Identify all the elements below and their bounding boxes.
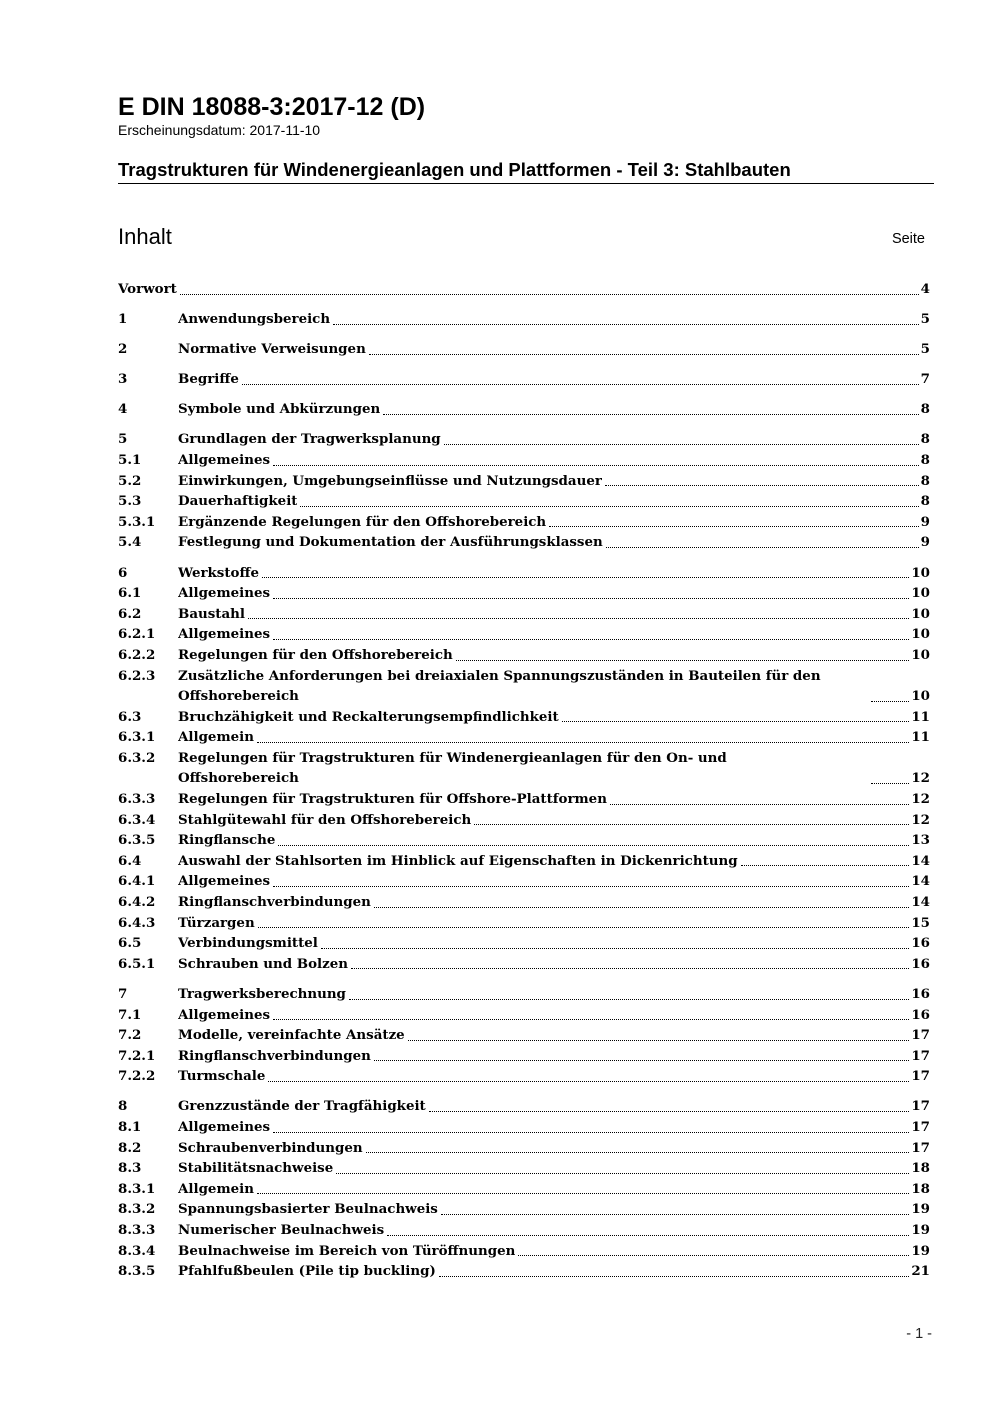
toc-entry-number: 8.3.1	[118, 1180, 156, 1197]
toc-entry-page: 21	[911, 1263, 930, 1280]
toc-entry-page: 17	[911, 1047, 930, 1064]
toc-entry-title: Verbindungsmittel	[178, 935, 318, 952]
toc-entry-title: Numerischer Beulnachweis	[178, 1221, 385, 1238]
toc-entry-6-5-1[interactable]	[118, 954, 930, 975]
toc-entry-6-3-3[interactable]	[118, 789, 930, 810]
toc-entry-title: Ergänzende Regelungen für den Offshorebereich	[178, 513, 547, 530]
toc-leader-dots	[273, 639, 909, 640]
toc-entry-number: 7.2.2	[118, 1068, 156, 1085]
toc-entry-page: 12	[911, 811, 930, 828]
toc-entry-page: 10	[911, 646, 930, 663]
toc-entry-number: 5	[118, 431, 128, 448]
toc-entry-page: 16	[911, 935, 930, 952]
toc-entry-6-3-2[interactable]	[118, 748, 930, 789]
toc-entry-page: 14	[911, 852, 930, 869]
toc-leader-dots	[273, 1019, 909, 1020]
toc-entry-number: 5.3.1	[118, 513, 156, 530]
toc-entry-title: Stabilitätsnachweise	[178, 1160, 334, 1177]
toc-entry-title: Festlegung und Dokumentation der Ausführungsklassen	[178, 534, 603, 551]
toc-entry-7[interactable]	[118, 984, 930, 1005]
toc-entry-7-2-2[interactable]	[118, 1066, 930, 1087]
toc-entry-number: 6.1	[118, 585, 142, 602]
toc-entry-page: 9	[920, 513, 930, 530]
toc-entry-number: 8.3.5	[118, 1263, 156, 1280]
toc-entry-7-2[interactable]	[118, 1025, 930, 1046]
toc-entry-4[interactable]	[118, 399, 930, 420]
toc-entry-title: Bruchzähigkeit und Reckalterungsempfindlichkeit	[178, 708, 559, 725]
toc-entry-page: 15	[911, 914, 930, 931]
toc-entry-page: 10	[911, 626, 930, 643]
toc-leader-dots	[273, 1132, 909, 1133]
toc-entry-title: Einwirkungen, Umgebungseinflüsse und Nutzungsdauer	[178, 472, 602, 489]
toc-entry-page: 16	[911, 1006, 930, 1023]
toc-entry-8[interactable]	[118, 1096, 930, 1117]
toc-leader-dots	[180, 294, 919, 295]
publication-date: Erscheinungsdatum: 2017-11-10	[118, 122, 321, 138]
toc-leader-dots	[549, 526, 919, 527]
toc-entry-number: 6.2.1	[118, 626, 156, 643]
toc-entry-number: 7.1	[118, 1006, 142, 1023]
toc-entry-number: 8.1	[118, 1118, 142, 1135]
toc-entry-number: 5.3	[118, 493, 142, 510]
toc-entry-title: Begriffe	[178, 371, 239, 388]
toc-leader-dots	[369, 354, 919, 355]
toc-entry-page: 4	[920, 281, 930, 297]
toc-entry-number: 6.2.2	[118, 646, 156, 663]
toc-entry-6-4-2[interactable]	[118, 892, 930, 913]
toc-entry-number: 6.3.2	[118, 749, 156, 766]
toc-entry-number: 8.3.3	[118, 1221, 156, 1238]
toc-leader-dots	[366, 1152, 910, 1153]
toc-leader-dots	[456, 660, 910, 661]
toc-leader-dots	[278, 845, 909, 846]
toc-leader-dots	[562, 721, 910, 722]
toc-entry-title: Regelungen für den Offshorebereich	[178, 646, 453, 663]
toc-leader-dots	[444, 444, 919, 445]
toc-entry-page: 17	[911, 1098, 930, 1115]
toc-leader-dots	[300, 506, 918, 507]
toc-entry-number: 8.3	[118, 1160, 142, 1177]
toc-entry-page: 10	[911, 605, 930, 622]
toc-leader-dots	[871, 701, 909, 702]
toc-entry-number: 5.4	[118, 534, 142, 551]
toc-entry-page: 18	[911, 1180, 930, 1197]
toc-entry-vorwort[interactable]	[118, 279, 930, 300]
toc-leader-dots	[871, 783, 909, 784]
toc-entry-7-2-1[interactable]	[118, 1046, 930, 1067]
toc-entry-6-2-2[interactable]	[118, 645, 930, 666]
toc-entry-number: 8.3.2	[118, 1201, 156, 1218]
toc-entry-6-2[interactable]	[118, 604, 930, 625]
toc-entry-page: 14	[911, 873, 930, 890]
toc-entry-title: Ringflanschverbindungen	[178, 1047, 371, 1064]
toc-entry-6-2-1[interactable]	[118, 624, 930, 645]
toc-entry-number: 7.2.1	[118, 1047, 156, 1064]
toc-entry-8-3-4[interactable]	[118, 1241, 930, 1262]
toc-entry-title-line2: Offshorebereich	[178, 770, 299, 787]
toc-entry-number: 6.3.4	[118, 811, 156, 828]
toc-leader-dots	[441, 1214, 910, 1215]
document-title: E DIN 18088-3:2017-12 (D)	[118, 93, 426, 121]
toc-leader-dots	[268, 1081, 909, 1082]
toc-leader-dots	[606, 547, 919, 548]
toc-entry-title: Stahlgütewahl für den Offshorebereich	[178, 811, 472, 828]
toc-entry-page: 7	[920, 371, 930, 388]
toc-entry-page: 5	[920, 341, 930, 358]
toc-entry-title: Turmschale	[178, 1068, 266, 1085]
toc-entry-title: Vorwort	[118, 281, 177, 297]
toc-entry-number: 8.2	[118, 1139, 142, 1156]
toc-entry-6-5[interactable]	[118, 933, 930, 954]
toc-entry-number: 5.1	[118, 452, 142, 469]
toc-entry-6-3-5[interactable]	[118, 830, 930, 851]
toc-entry-title: Allgemeines	[178, 873, 271, 890]
toc-leader-dots	[374, 1060, 909, 1061]
toc-entry-page: 17	[911, 1139, 930, 1156]
toc-entry-title: Auswahl der Stahlsorten im Hinblick auf Eigenschaften in Dickenrichtung	[178, 852, 738, 869]
document-subtitle: Tragstrukturen für Windenergieanlagen und Plattformen - Teil 3: Stahlbauten	[118, 159, 791, 180]
toc-heading: Inhalt	[118, 224, 172, 249]
toc-entry-8-3-5[interactable]	[118, 1261, 930, 1282]
toc-entry-8-3-2[interactable]	[118, 1199, 930, 1220]
toc-entry-title: Regelungen für Tragstrukturen für Offshore-Plattformen	[178, 791, 607, 808]
toc-entry-2[interactable]	[118, 339, 930, 360]
toc-entry-page: 17	[911, 1027, 930, 1044]
toc-entry-number: 4	[118, 401, 128, 418]
toc-entry-number: 6.4	[118, 852, 142, 869]
toc-entry-page: 10	[911, 585, 930, 602]
toc-entry-page: 8	[920, 401, 930, 418]
header-divider	[118, 183, 934, 184]
toc-leader-dots	[408, 1040, 910, 1041]
toc-entry-page: 16	[911, 955, 930, 972]
toc-entry-number: 6.3	[118, 708, 142, 725]
toc-entry-title-line1: Zusätzliche Anforderungen bei dreiaxialen Spannungszuständen in Bauteilen für den	[178, 667, 821, 684]
toc-entry-6-1[interactable]	[118, 583, 930, 604]
toc-entry-number: 7.2	[118, 1027, 142, 1044]
toc-entry-8-3-1[interactable]	[118, 1179, 930, 1200]
toc-entry-3[interactable]	[118, 369, 930, 390]
toc-entry-title: Allgemeines	[178, 1118, 271, 1135]
toc-entry-number: 6.2	[118, 605, 142, 622]
toc-entry-5-3[interactable]	[118, 491, 930, 512]
toc-leader-dots	[321, 948, 909, 949]
toc-entry-number: 6.4.2	[118, 894, 156, 911]
toc-entry-title: Tragwerksberechnung	[178, 985, 346, 1002]
toc-entry-page: 9	[920, 534, 930, 551]
toc-entry-6-4-1[interactable]	[118, 871, 930, 892]
toc-entry-title: Beulnachweise im Bereich von Türöffnungen	[178, 1242, 516, 1259]
toc-leader-dots	[383, 414, 918, 415]
toc-entry-number: 6.3.5	[118, 832, 156, 849]
toc-entry-title: Werkstoffe	[178, 564, 259, 581]
toc-entry-title: Allgemeines	[178, 452, 271, 469]
toc-entry-page: 11	[911, 729, 930, 746]
toc-entry-title: Pfahlfußbeulen (Pile tip buckling)	[178, 1263, 436, 1280]
toc-leader-dots	[605, 485, 919, 486]
toc-leader-dots	[387, 1235, 909, 1236]
toc-entry-6-3-4[interactable]	[118, 810, 930, 831]
toc-entry-title: Grundlagen der Tragwerksplanung	[178, 431, 441, 448]
toc-leader-dots	[518, 1255, 909, 1256]
toc-entry-7-1[interactable]	[118, 1005, 930, 1026]
toc-entry-page: 8	[920, 493, 930, 510]
toc-entry-6[interactable]	[118, 563, 930, 584]
toc-leader-dots	[257, 742, 909, 743]
toc-entry-title: Spannungsbasierter Beulnachweis	[178, 1201, 438, 1218]
toc-entry-page: 19	[911, 1201, 930, 1218]
toc-entry-number: 6.3.1	[118, 729, 156, 746]
toc-entry-title-line2: Offshorebereich	[178, 688, 299, 705]
toc-entry-title: Dauerhaftigkeit	[178, 493, 298, 510]
toc-leader-dots	[273, 886, 909, 887]
toc-entry-5[interactable]	[118, 429, 930, 450]
toc-entry-title-line1: Regelungen für Tragstrukturen für Windenergieanlagen für den On- und	[178, 749, 727, 766]
toc-leader-dots	[262, 577, 909, 578]
toc-entry-number: 6	[118, 564, 128, 581]
toc-entry-6-4-3[interactable]	[118, 913, 930, 934]
toc-entry-page: 10	[911, 688, 930, 705]
toc-entry-page: 19	[911, 1242, 930, 1259]
toc-entry-page: 11	[911, 708, 930, 725]
toc-entry-number: 1	[118, 311, 128, 328]
toc-entry-5-2[interactable]	[118, 471, 930, 492]
toc-entry-title: Schraubenverbindungen	[178, 1139, 363, 1156]
toc-entry-number: 7	[118, 985, 128, 1002]
toc-leader-dots	[248, 618, 909, 619]
toc-leader-dots	[351, 968, 909, 969]
toc-entry-5-1[interactable]	[118, 450, 930, 471]
toc-entry-title: Türzargen	[178, 914, 255, 931]
toc-entry-page: 13	[911, 832, 930, 849]
toc-leader-dots	[474, 824, 909, 825]
toc-entry-title: Ringflansche	[178, 832, 276, 849]
toc-entry-title: Symbole und Abkürzungen	[178, 401, 381, 418]
toc-leader-dots	[273, 598, 909, 599]
table-of-contents	[118, 279, 930, 1282]
toc-entry-5-3-1[interactable]	[118, 512, 930, 533]
toc-entry-1[interactable]	[118, 309, 930, 330]
toc-entry-number: 6.5.1	[118, 955, 156, 972]
toc-entry-number: 6.2.3	[118, 667, 156, 684]
toc-entry-8-2[interactable]	[118, 1138, 930, 1159]
toc-entry-number: 3	[118, 371, 128, 388]
toc-leader-dots	[273, 465, 919, 466]
toc-entry-page: 17	[911, 1118, 930, 1135]
toc-entry-number: 6.4.1	[118, 873, 156, 890]
toc-entry-8-1[interactable]	[118, 1117, 930, 1138]
toc-entry-number: 6.3.3	[118, 791, 156, 808]
toc-entry-title: Anwendungsbereich	[178, 311, 331, 328]
toc-entry-title: Schrauben und Bolzen	[178, 955, 348, 972]
toc-entry-page: 8	[920, 431, 930, 448]
toc-entry-title: Grenzzustände der Tragfähigkeit	[178, 1098, 426, 1115]
toc-entry-title: Baustahl	[178, 605, 245, 622]
toc-leader-dots	[242, 384, 919, 385]
toc-leader-dots	[741, 865, 910, 866]
toc-entry-title: Allgemeines	[178, 585, 271, 602]
toc-entry-page: 12	[911, 791, 930, 808]
toc-entry-page: 8	[920, 472, 930, 489]
toc-entry-number: 6.4.3	[118, 914, 156, 931]
toc-entry-title: Allgemein	[178, 729, 254, 746]
toc-entry-title: Allgemeines	[178, 1006, 271, 1023]
toc-entry-page: 12	[911, 770, 930, 787]
toc-entry-number: 8	[118, 1098, 128, 1115]
toc-entry-page: 18	[911, 1160, 930, 1177]
toc-entry-5-4[interactable]	[118, 532, 930, 553]
toc-entry-6-4[interactable]	[118, 851, 930, 872]
toc-page-column-label: Seite	[891, 231, 925, 247]
toc-entry-number: 8.3.4	[118, 1242, 156, 1259]
toc-leader-dots	[610, 804, 909, 805]
toc-leader-dots	[349, 999, 909, 1000]
toc-entry-title: Normative Verweisungen	[178, 341, 366, 358]
toc-entry-page: 5	[920, 311, 930, 328]
toc-entry-6-3-1[interactable]	[118, 727, 930, 748]
toc-entry-page: 10	[911, 564, 930, 581]
toc-entry-title	[178, 666, 868, 707]
toc-entry-page: 14	[911, 894, 930, 911]
toc-entry-8-3-3[interactable]	[118, 1220, 930, 1241]
toc-entry-number: 6.5	[118, 935, 142, 952]
toc-leader-dots	[333, 324, 919, 325]
toc-entry-title	[178, 748, 868, 789]
toc-entry-title: Ringflanschverbindungen	[178, 894, 371, 911]
toc-leader-dots	[374, 907, 909, 908]
toc-leader-dots	[429, 1111, 910, 1112]
page-number: - 1 -	[906, 1326, 932, 1342]
toc-entry-page: 16	[911, 985, 930, 1002]
toc-entry-title: Modelle, vereinfachte Ansätze	[178, 1027, 405, 1044]
toc-entry-page: 19	[911, 1221, 930, 1238]
toc-entry-page: 17	[911, 1068, 930, 1085]
toc-entry-page: 8	[920, 452, 930, 469]
toc-entry-number: 2	[118, 341, 128, 358]
toc-leader-dots	[257, 1193, 909, 1194]
toc-entry-6-3[interactable]	[118, 707, 930, 728]
toc-entry-6-2-3[interactable]	[118, 666, 930, 707]
toc-leader-dots	[258, 927, 910, 928]
toc-entry-8-3[interactable]	[118, 1158, 930, 1179]
toc-entry-number: 5.2	[118, 472, 142, 489]
toc-leader-dots	[439, 1276, 910, 1277]
toc-entry-title: Allgemeines	[178, 626, 271, 643]
toc-entry-title: Allgemein	[178, 1180, 254, 1197]
toc-leader-dots	[336, 1173, 909, 1174]
